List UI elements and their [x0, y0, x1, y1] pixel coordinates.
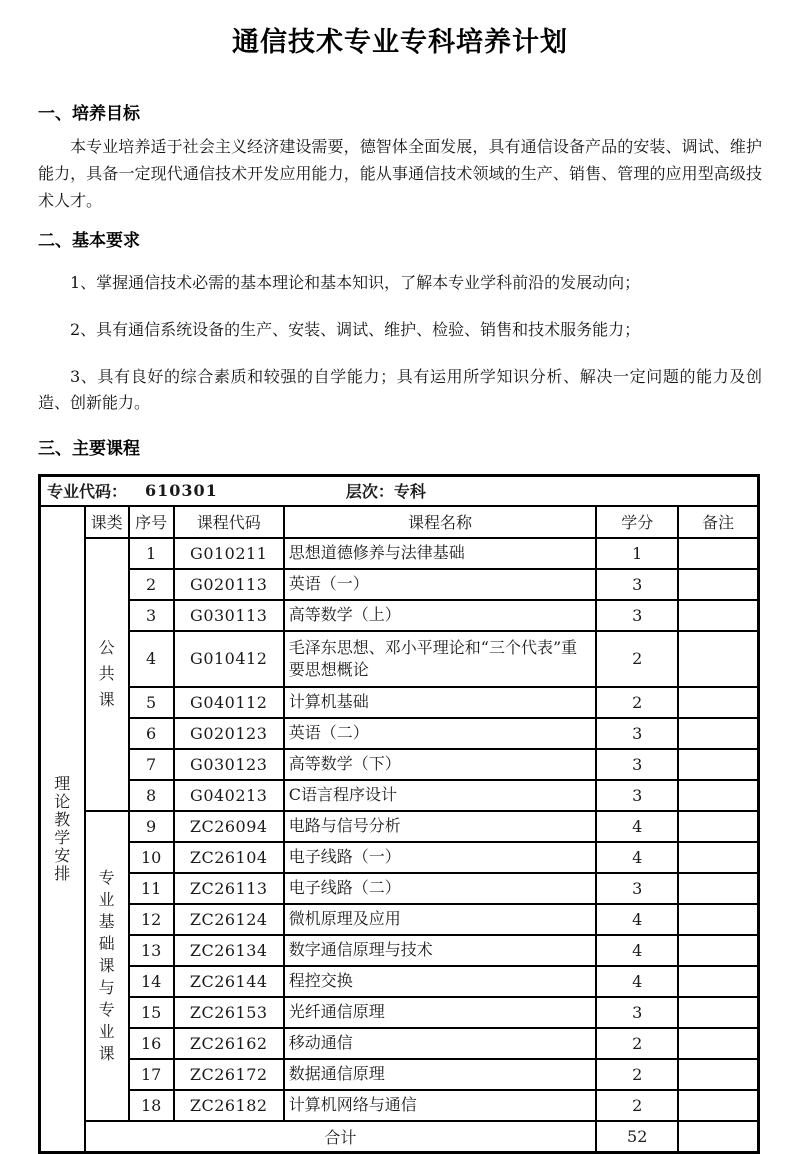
course-credits: 4 — [596, 966, 678, 997]
table-row — [40, 997, 759, 1028]
course-code: G040213 — [174, 780, 284, 811]
course-name: 数据通信原理 — [284, 1059, 596, 1090]
course-credits: 4 — [596, 842, 678, 873]
total-remark — [678, 1121, 758, 1153]
course-credits: 3 — [596, 780, 678, 811]
course-no: 12 — [129, 904, 174, 935]
course-code: G030113 — [174, 600, 284, 631]
course-name: 计算机网络与通信 — [284, 1090, 596, 1121]
table-row — [40, 718, 759, 749]
course-remark — [678, 873, 758, 904]
header-name: 课程名称 — [284, 506, 596, 538]
course-code: ZC26104 — [174, 842, 284, 873]
course-remark — [678, 997, 758, 1028]
header-no: 序号 — [129, 506, 174, 538]
table-total-row — [40, 1121, 759, 1153]
course-remark — [678, 935, 758, 966]
course-no: 14 — [129, 966, 174, 997]
course-credits: 2 — [596, 687, 678, 718]
course-credits: 4 — [596, 904, 678, 935]
table-row — [40, 749, 759, 780]
course-credits: 3 — [596, 873, 678, 904]
course-credits: 2 — [596, 1028, 678, 1059]
course-credits: 3 — [596, 600, 678, 631]
course-name: 毛泽东思想、邓小平理论和“三个代表”重要思想概论 — [284, 631, 596, 687]
course-code: ZC26124 — [174, 904, 284, 935]
course-remark — [678, 1028, 758, 1059]
major-code-label: 专业代码： — [47, 482, 128, 502]
table-row — [40, 687, 759, 718]
table-row — [40, 600, 759, 631]
section-heading-courses: 三、主要课程 — [38, 439, 140, 459]
course-no: 18 — [129, 1090, 174, 1121]
course-credits: 4 — [596, 811, 678, 842]
course-name: 英语（二） — [284, 718, 596, 749]
course-remark — [678, 569, 758, 600]
course-no: 10 — [129, 842, 174, 873]
course-no: 3 — [129, 600, 174, 631]
course-remark — [678, 538, 758, 569]
side-label-theory-teaching: 理 论 教 学 安 排 — [40, 506, 85, 1153]
course-name: 程控交换 — [284, 966, 596, 997]
course-no: 6 — [129, 718, 174, 749]
course-no: 5 — [129, 687, 174, 718]
course-code: ZC26153 — [174, 997, 284, 1028]
course-code: ZC26182 — [174, 1090, 284, 1121]
goal-paragraph: 本专业培养适于社会主义经济建设需要，德智体全面发展，具有通信设备产品的安装、调试、维护能力，具备一定现代通信技术开发应用能力，能从事通信技术领域的生产、销售、管理的应用型高级技术人才。 — [38, 137, 762, 210]
table-row — [40, 538, 759, 569]
course-no: 4 — [129, 631, 174, 687]
table-row — [40, 904, 759, 935]
table-row — [40, 1090, 759, 1121]
table-row — [40, 873, 759, 904]
total-credits: 52 — [596, 1121, 678, 1153]
course-code: G010211 — [174, 538, 284, 569]
major-code-value: 610301 — [145, 481, 218, 501]
group-label-public-courses: 公 共 课 — [85, 538, 129, 811]
course-no: 9 — [129, 811, 174, 842]
table-row — [40, 811, 759, 842]
course-code: ZC26172 — [174, 1059, 284, 1090]
course-no: 1 — [129, 538, 174, 569]
course-code: ZC26134 — [174, 935, 284, 966]
table-row — [40, 935, 759, 966]
course-no: 13 — [129, 935, 174, 966]
course-code: G010412 — [174, 631, 284, 687]
course-code: G030123 — [174, 749, 284, 780]
course-name: 思想道德修养与法律基础 — [284, 538, 596, 569]
page-title: 通信技术专业专科培养计划 — [232, 27, 568, 58]
header-course-type: 课类 — [85, 506, 129, 538]
course-credits: 3 — [596, 718, 678, 749]
course-no: 2 — [129, 569, 174, 600]
course-code: ZC26094 — [174, 811, 284, 842]
course-remark — [678, 687, 758, 718]
course-name: C语言程序设计 — [284, 780, 596, 811]
table-row — [40, 631, 759, 687]
course-name: 数字通信原理与技术 — [284, 935, 596, 966]
course-name: 英语（一） — [284, 569, 596, 600]
course-credits: 2 — [596, 1090, 678, 1121]
course-remark — [678, 600, 758, 631]
course-remark — [678, 966, 758, 997]
course-credits: 3 — [596, 569, 678, 600]
course-credits: 3 — [596, 749, 678, 780]
course-code: G020123 — [174, 718, 284, 749]
course-no: 15 — [129, 997, 174, 1028]
course-name: 高等数学（下） — [284, 749, 596, 780]
course-remark — [678, 749, 758, 780]
course-credits: 3 — [596, 997, 678, 1028]
table-row — [40, 569, 759, 600]
course-remark — [678, 904, 758, 935]
course-name: 计算机基础 — [284, 687, 596, 718]
header-remarks: 备注 — [678, 506, 758, 538]
total-label: 合计 — [85, 1121, 597, 1153]
course-credits: 2 — [596, 631, 678, 687]
level-value: 专科 — [393, 482, 426, 502]
course-no: 7 — [129, 749, 174, 780]
header-credits: 学分 — [596, 506, 678, 538]
table-row — [40, 1059, 759, 1090]
course-no: 16 — [129, 1028, 174, 1059]
group-label-professional-courses: 专 业 基 础 课 与 专 业 课 — [85, 811, 129, 1121]
course-credits: 4 — [596, 935, 678, 966]
course-code: ZC26162 — [174, 1028, 284, 1059]
course-plan-table — [38, 474, 760, 1154]
table-header-row — [40, 506, 759, 538]
course-remark — [678, 631, 758, 687]
course-name: 电子线路（二） — [284, 873, 596, 904]
course-remark — [678, 1059, 758, 1090]
course-code: G040112 — [174, 687, 284, 718]
course-credits: 1 — [596, 538, 678, 569]
requirement-item-3: 3、具有良好的综合素质和较强的自学能力；具有运用所学知识分析、解决一定问题的能力及创造、创新能力。 — [38, 367, 762, 412]
course-remark — [678, 780, 758, 811]
course-remark — [678, 1090, 758, 1121]
table-meta-row — [40, 476, 759, 506]
section-heading-goal: 一、培养目标 — [38, 104, 140, 124]
course-remark — [678, 842, 758, 873]
course-name: 高等数学（上） — [284, 600, 596, 631]
course-no: 11 — [129, 873, 174, 904]
course-name: 光纤通信原理 — [284, 997, 596, 1028]
requirement-item-1: 1、掌握通信技术必需的基本理论和基本知识，了解本专业学科前沿的发展动向； — [70, 273, 641, 292]
table-row — [40, 842, 759, 873]
course-name: 电路与信号分析 — [284, 811, 596, 842]
course-name: 微机原理及应用 — [284, 904, 596, 935]
table-row — [40, 966, 759, 997]
course-code: ZC26113 — [174, 873, 284, 904]
meta-cell — [40, 476, 759, 506]
course-remark — [678, 811, 758, 842]
course-credits: 2 — [596, 1059, 678, 1090]
header-code: 课程代码 — [174, 506, 284, 538]
table-row — [40, 780, 759, 811]
section-heading-requirements: 二、基本要求 — [38, 231, 140, 251]
requirement-item-2: 2、具有通信系统设备的生产、安装、调试、维护、检验、销售和技术服务能力； — [70, 320, 641, 339]
course-no: 17 — [129, 1059, 174, 1090]
table-row — [40, 1028, 759, 1059]
course-code: G020113 — [174, 569, 284, 600]
course-code: ZC26144 — [174, 966, 284, 997]
course-remark — [678, 718, 758, 749]
course-no: 8 — [129, 780, 174, 811]
course-name: 电子线路（一） — [284, 842, 596, 873]
level-label: 层次： — [345, 482, 394, 502]
course-name: 移动通信 — [284, 1028, 596, 1059]
